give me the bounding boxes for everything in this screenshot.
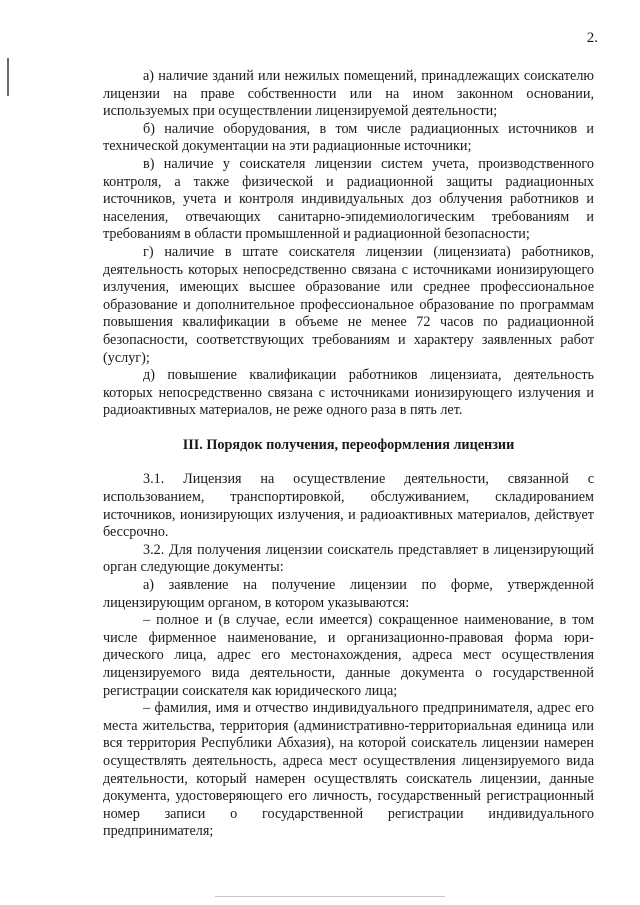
dash-item-entrepreneur: – фамилия, имя и отчество индивидуального предпринимателя, адрес его места жительства, территория (административно-территориальная единица или вся территория Республики Абхазия), на которой соискатель лицензии намерен осуществлять деятельность, адреса мест осуществления лицензируемого вида деятельности, который намерен осуществлять соискатель лицензии, данные документа, удостоверяющего его личность, государственный регистрационный номер записи о государственной регистрации индивидуального предпринимателя; xyxy=(103,700,594,840)
document-body xyxy=(103,68,594,841)
paragraph-b: б) наличие оборудования, в том числе радиационных источников и технической документации на эти радиационные источники; xyxy=(103,120,594,155)
paragraph-g: г) наличие в штате соискателя лицензии (лицензиата) работников, деятельность которых непосредственно связана с источниками ионизирующего излучения, имеющих высшее образование или среднее профессиональное образование и дополнительное профессиональное образование по программам повышения квалификации в объеме не менее 72 часов по радиационной безопасности, соответствующих требованиям и характеру заявленных работ (услуг); xyxy=(103,243,594,366)
paragraph-3-2: 3.2. Для получения лицензии соискатель представляет в лицензирующий орган следующие документы: xyxy=(103,541,594,576)
paragraph-d: д) повышение квалификации работников лицензиата, деятельность которых непосредственно связана с источниками ионизирующего излучения и радиоактивных материалов, не реже одного раза в пять лет. xyxy=(103,367,594,419)
paragraph-3-1: 3.1. Лицензия на осуществление деятельности, связанной с использованием, транспортировкой, обслуживанием, складированием источников, ионизирующих излучения, и радиоактивных материалов, действует бессрочно. xyxy=(103,471,594,541)
scan-edge-mark xyxy=(7,58,9,96)
paragraph-a: а) наличие зданий или нежилых помещений, принадлежащих соискателю лицензии на праве собственности или на ином законном основании, используемых при осуществлении лицензируемой деятельности; xyxy=(103,68,594,120)
bottom-edge-line xyxy=(215,896,445,897)
paragraph-3-2-a: а) заявление на получение лицензии по форме, утвержденной лицензирующим органом, в котором указываются: xyxy=(103,577,594,611)
section-heading: III. Порядок получения, переоформления лицензии xyxy=(182,436,515,453)
page-number: 2. xyxy=(586,30,598,46)
paragraph-v: в) наличие у соискателя лицензии систем учета, производственного контроля, а также физической и радиационной защиты радиационных источников, учета и контроля индивидуальных доз облучения работников и населения, отвечающих санитарно-эпидемиологическим требованиям и требованиям в области промышленной и радиационной безопасности; xyxy=(103,155,594,243)
dash-item-legal-entity: – полное и (в случае, если имеется) сокращенное наименование, в том числе фирменное наименование, и организационно-правовая форма юри-дического лица, адрес его местонахождения, адреса мест осуществления лицензируемого вида деятельности, данные документа о государственной регистрации соискателя как юридического лица; xyxy=(103,612,594,699)
